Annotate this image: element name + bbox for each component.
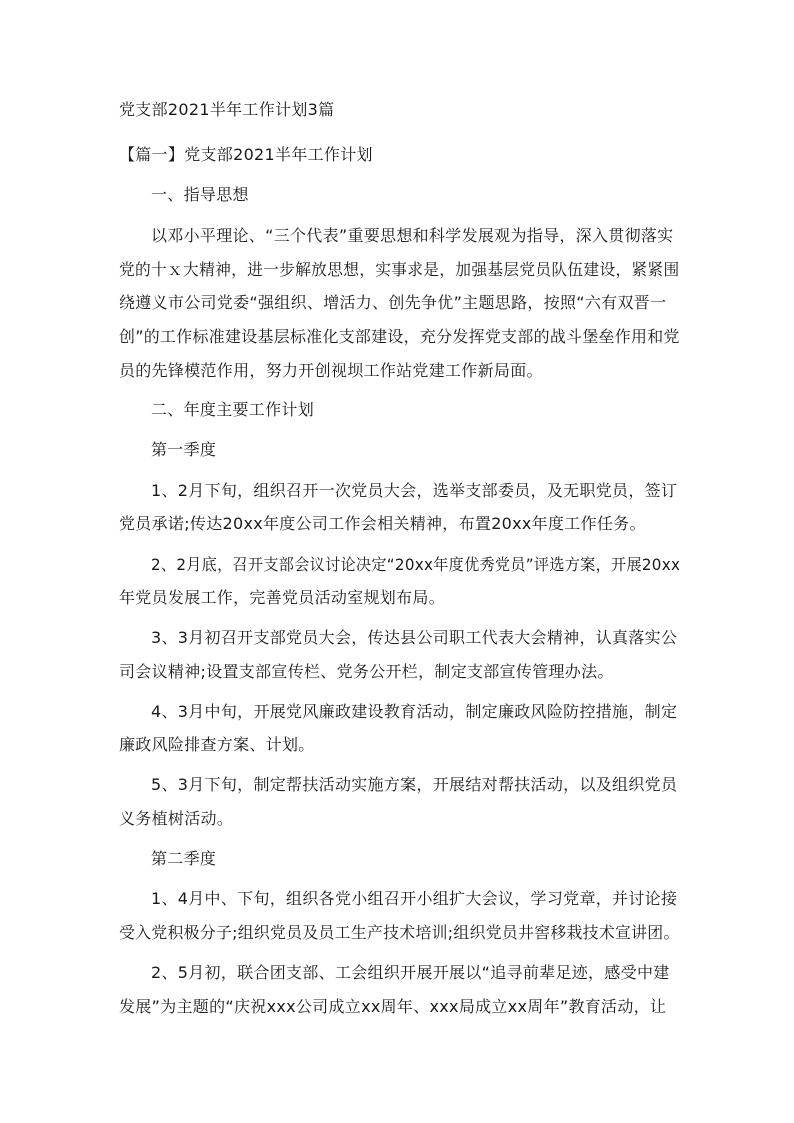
part1-para-line: 党的十ｘ大精神，进一步解放思想，实事求是，加强基层党员队伍建设，紧紧围 — [119, 260, 680, 279]
q1-item-line: 司会议精神;设置支部宣传栏、党务公开栏，制定支部宣传管理办法。 — [119, 662, 614, 681]
part2-heading: 二、年度主要工作计划 — [151, 400, 315, 419]
q2-item-line: 1、4月中、下旬，组织各党小组召开小组扩大会议，学习党章，并讨论接 — [151, 889, 678, 908]
q1-item-line: 4、3月中旬，开展党风廉政建设教育活动，制定廉政风险防控措施，制定 — [151, 702, 678, 721]
q1-item-line: 3、3月初召开支部党员大会，传达县公司职工代表大会精神，认真落实公 — [151, 628, 678, 647]
part1-para-line: 员的先锋模范作用，努力开创视坝工作站党建工作新局面。 — [119, 361, 543, 380]
q1-heading: 第一季度 — [151, 440, 217, 459]
q1-item-line: 义务植树活动。 — [119, 809, 234, 828]
q1-item-line: 5、3月下旬，制定帮扶活动实施方案，开展结对帮扶活动，以及组织党员 — [151, 775, 678, 794]
q1-item-line: 1、2月下旬，组织召开一次党员大会，选举支部委员，及无职党员，签订 — [151, 481, 678, 500]
q2-heading: 第二季度 — [151, 849, 217, 868]
document-title: 党支部2021半年工作计划3篇 — [119, 100, 335, 119]
q2-item-line: 发展”为主题的“庆祝xxx公司成立xx周年、xxx局成立xx周年”教育活动，让 — [119, 997, 667, 1016]
q2-item-line: 受入党积极分子;组织党员及员工生产技术培训;组织党员井窖移栽技术宣讲团。 — [119, 923, 680, 942]
q1-item-line: 年党员发展工作，完善党员活动室规划布局。 — [119, 588, 446, 607]
part1-para-line: 绕遵义市公司党委“强组织、增活力、创先争优”主题思路，按照“六有双晋一 — [119, 293, 667, 312]
q1-item-line: 党员承诺;传达20xx年度公司工作会相关精神，布置20xx年度工作任务。 — [119, 514, 646, 533]
part1-para-line: 创”的工作标准建设基层标准化支部建设，充分发挥党支部的战斗堡垒作用和党 — [119, 327, 680, 346]
q1-item-line: 廉政风险排查方案、计划。 — [119, 735, 315, 754]
section-heading: 【篇一】党支部2021半年工作计划 — [119, 145, 373, 164]
part1-heading: 一、指导思想 — [151, 185, 249, 204]
q2-item-line: 2、5月初，联合团支部、工会组织开展开展以“追寻前辈足迹，感受中建 — [151, 963, 670, 982]
part1-para-line: 以邓小平理论、“三个代表”重要思想和科学发展观为指导，深入贯彻落实 — [151, 226, 674, 245]
q1-item-line: 2、2月底，召开支部会议讨论决定“20xx年度优秀党员”评选方案，开展20xx — [151, 555, 681, 574]
